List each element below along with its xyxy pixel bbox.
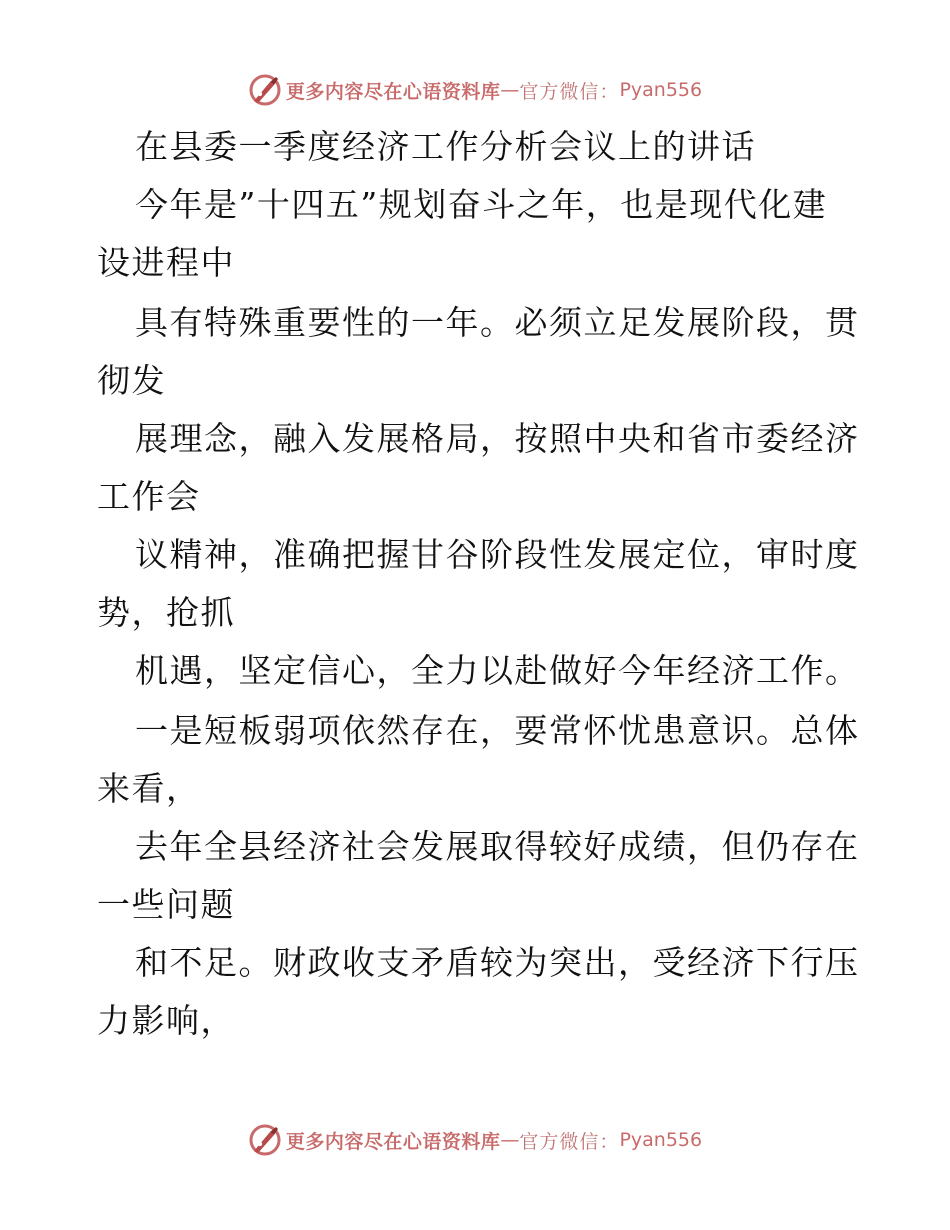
document-title: 在县委一季度经济工作分析会议上的讲话 — [135, 127, 756, 166]
paragraph-line: 议精神，准确把握甘谷阶段性发展定位，审时度 — [135, 535, 860, 574]
paragraph-line: 势，抢抓 — [97, 593, 235, 632]
watermark-sub-text: 官方微信： — [519, 1130, 620, 1153]
watermark-separator: — — [500, 79, 520, 101]
paragraph-line: 力影响， — [97, 1001, 235, 1040]
fountain-pen-seal-icon — [248, 73, 282, 107]
fountain-pen-seal-icon — [248, 1123, 282, 1157]
paragraph-line: 展理念，融入发展格局，按照中央和省市委经济 — [135, 419, 860, 458]
paragraph-line: 一些问题 — [97, 885, 235, 924]
paragraph-line: 设进程中 — [97, 243, 235, 282]
paragraph-line: 工作会 — [97, 477, 201, 516]
watermark-sub-text: 官方微信： — [519, 80, 620, 103]
paragraph-line: 具有特殊重要性的一年。必须立足发展阶段，贯 — [135, 303, 860, 342]
paragraph-line: 来看， — [97, 769, 201, 808]
paragraph-line: 彻发 — [97, 361, 166, 400]
paragraph-line: 今年是”十四五”规划奋斗之年，也是现代化建 — [135, 185, 828, 224]
watermark-separator: — — [500, 1129, 520, 1151]
paragraph-line: 去年全县经济社会发展取得较好成绩，但仍存在 — [135, 827, 860, 866]
paragraph-line: 机遇，坚定信心，全力以赴做好今年经济工作。 — [135, 651, 860, 690]
watermark-wechat-id: Pyan556 — [619, 1129, 703, 1151]
paragraph-line: 和不足。财政收支矛盾较为突出，受经济下行压 — [135, 943, 860, 982]
watermark-main-text: 更多内容尽在心语资料库 — [285, 1130, 501, 1153]
header-watermark — [0, 70, 950, 110]
watermark-main-text: 更多内容尽在心语资料库 — [285, 80, 501, 103]
footer-watermark — [0, 1120, 950, 1160]
paragraph-line: 一是短板弱项依然存在，要常怀忧患意识。总体 — [135, 711, 860, 750]
watermark-wechat-id: Pyan556 — [619, 79, 703, 101]
